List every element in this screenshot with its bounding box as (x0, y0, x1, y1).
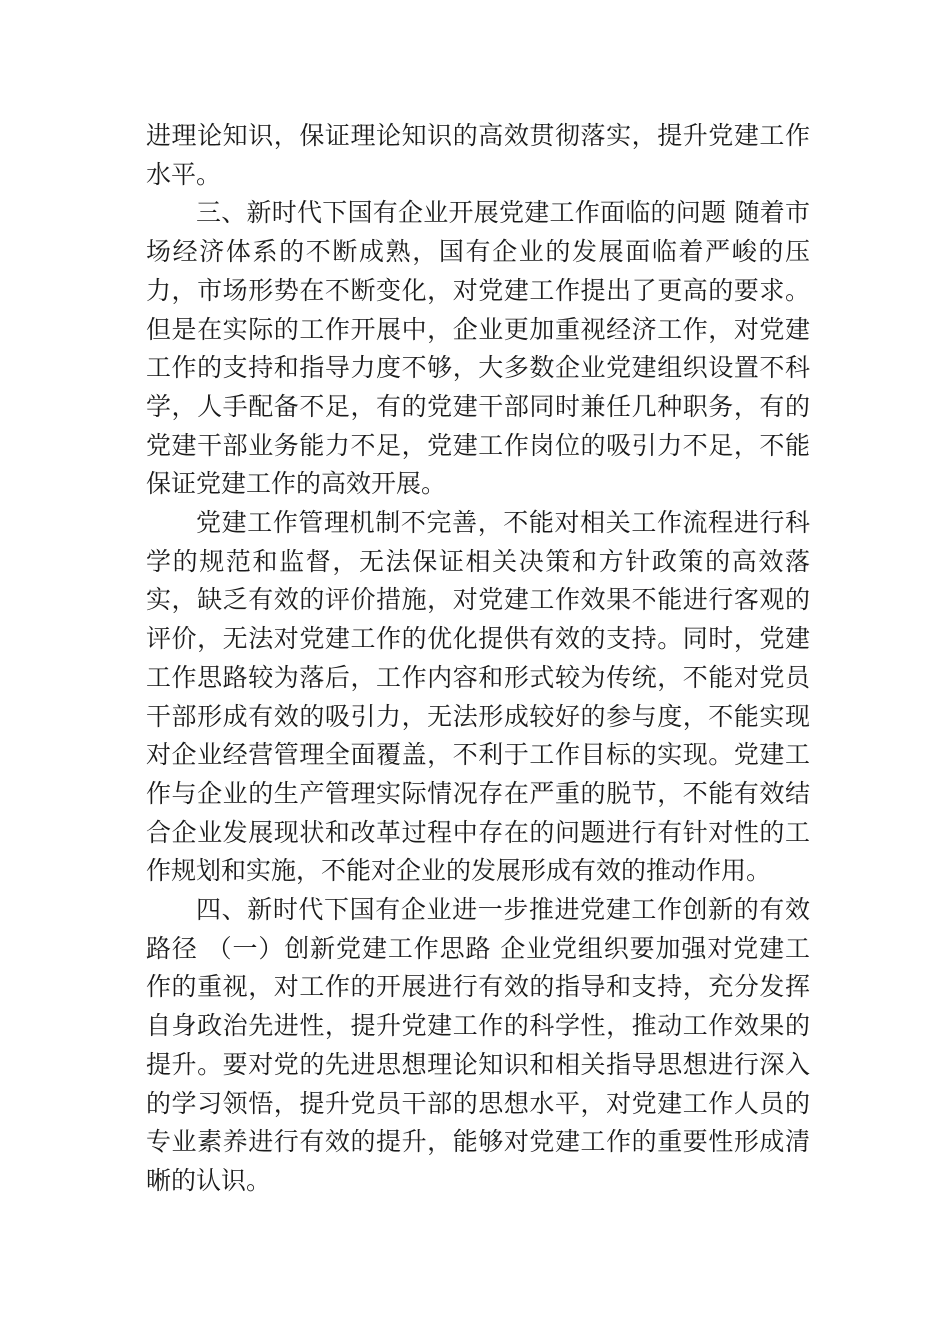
paragraph-section-four: 四、新时代下国有企业进一步推进党建工作创新的有效路径 （一）创新党建工作思路 企业党组织要加强对党建工作的重视，对工作的开展进行有效的指导和支持，充分发挥自身政治先进性，提升党建工作的科学性，推动工作效果的提升。要对党的先进思想理论知识和相关指导思想进行深入的学习领悟，提升党员干部的思想水平，对党建工作人员的专业素养进行有效的提升，能够对党建工作的重要性形成清晰的认识。 (146, 895, 810, 1195)
document-body (146, 117, 810, 1201)
paragraph-management-mechanism: 党建工作管理机制不完善，不能对相关工作流程进行科学的规范和监督，无法保证相关决策和方针政策的高效落实，缺乏有效的评价措施，对党建工作效果不能进行客观的评价，无法对党建工作的优化提供有效的支持。同时，党建工作思路较为落后，工作内容和形式较为传统，不能对党员干部形成有效的吸引力，无法形成较好的参与度，不能实现对企业经营管理全面覆盖，不利于工作目标的实现。党建工作与企业的生产管理实际情况存在严重的脱节，不能有效结合企业发展现状和改革过程中存在的问题进行有针对性的工作规划和实施，不能对企业的发展形成有效的推动作用。 (146, 508, 810, 886)
paragraph-continuation: 进理论知识，保证理论知识的高效贯彻落实，提升党建工作水平。 (146, 121, 810, 189)
paragraph-section-three: 三、新时代下国有企业开展党建工作面临的问题 随着市场经济体系的不断成熟，国有企业的发展面临着严峻的压力，市场形势在不断变化，对党建工作提出了更高的要求。但是在实际的工作开展中，企业更加重视经济工作，对党建工作的支持和指导力度不够，大多数企业党建组织设置不科学，人手配备不足，有的党建干部同时兼任几种职务，有的党建干部业务能力不足，党建工作岗位的吸引力不足，不能保证党建工作的高效开展。 (146, 198, 810, 499)
